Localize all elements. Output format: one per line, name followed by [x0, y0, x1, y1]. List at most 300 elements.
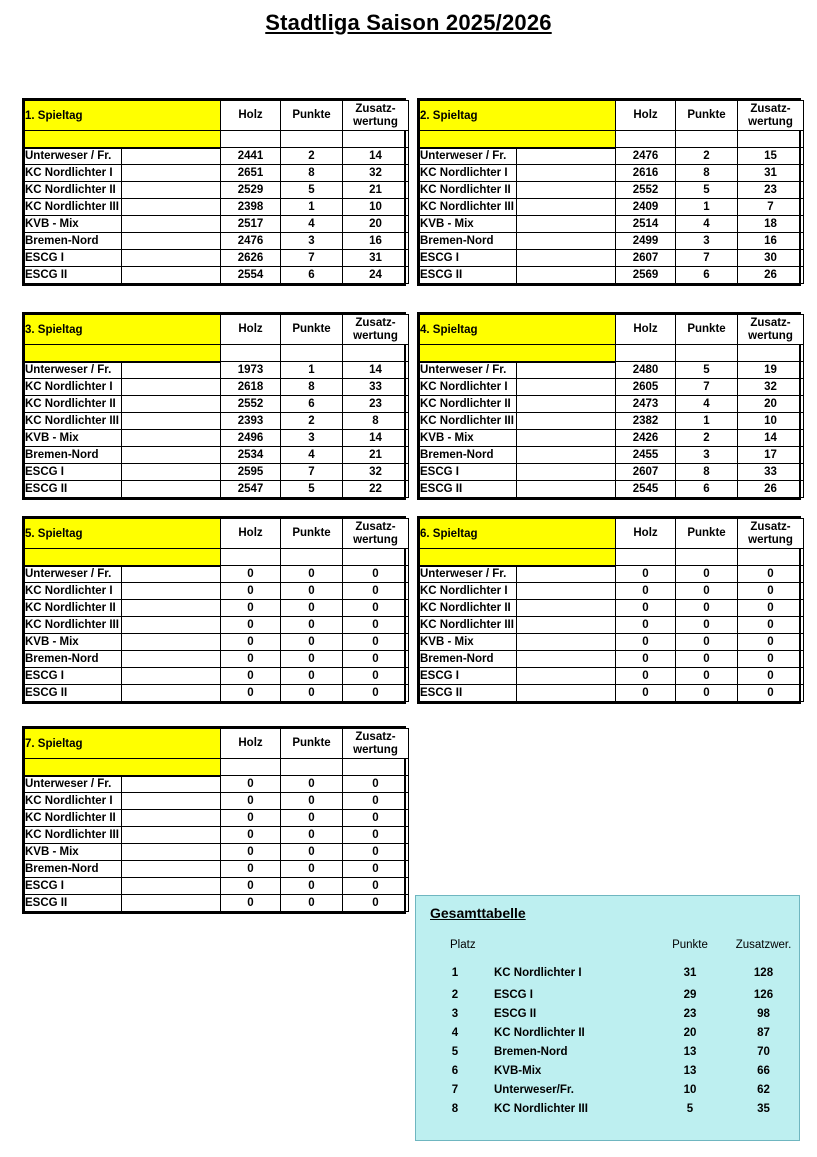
team-name-label: KC Nordlichter III	[25, 201, 119, 213]
punkte-value-cell: 0	[281, 600, 343, 617]
holz-value-cell: 0	[616, 685, 676, 702]
zusatzwertung-value-cell: 0	[738, 634, 804, 651]
holz-value-cell: 0	[221, 827, 281, 844]
summary-row	[416, 1061, 801, 1080]
zusatzwertung-value-cell: 14	[343, 430, 409, 447]
cell-divider	[516, 583, 517, 599]
punkte-value-cell: 4	[676, 396, 738, 413]
matchday-title: 6. Spieltag	[420, 519, 616, 549]
team-name-cell	[25, 793, 221, 810]
summary-zusatzwertung: 70	[757, 1045, 770, 1058]
summary-title: Gesamttabelle	[430, 905, 526, 921]
zusatzwertung-value-cell: 32	[738, 379, 804, 396]
summary-zusatzwertung: 35	[757, 1102, 770, 1115]
zusatzwertung-value-cell: 31	[343, 250, 409, 267]
team-name-cell	[25, 895, 221, 912]
column-header-holz: Holz	[221, 519, 281, 549]
zusatzwertung-value-cell: 0	[343, 583, 409, 600]
summary-team-name: KC Nordlichter I	[494, 966, 582, 979]
summary-row	[416, 1023, 801, 1042]
team-name-label: Bremen-Nord	[25, 449, 99, 461]
spacer-cell	[221, 131, 281, 148]
punkte-value-cell: 0	[281, 651, 343, 668]
table-row	[420, 668, 804, 685]
table-row	[25, 634, 409, 651]
team-name-cell	[25, 651, 221, 668]
team-name-label: KC Nordlichter II	[25, 184, 116, 196]
zusatzwertung-line-2: wertung	[353, 533, 398, 546]
column-header-punkte: Punkte	[676, 101, 738, 131]
holz-value-cell: 2607	[616, 464, 676, 481]
punkte-value-cell: 0	[281, 776, 343, 793]
table-row	[25, 413, 409, 430]
team-name-label: ESCG II	[420, 687, 463, 699]
team-name-cell	[420, 216, 616, 233]
holz-value-cell: 2496	[221, 430, 281, 447]
cell-divider	[121, 793, 122, 809]
summary-team-name: Bremen-Nord	[494, 1045, 568, 1058]
team-name-cell	[420, 379, 616, 396]
team-name-label: KC Nordlichter I	[25, 381, 113, 393]
cell-divider	[516, 379, 517, 395]
table-row	[420, 233, 804, 250]
spacer-cell	[420, 549, 616, 566]
team-name-label: Bremen-Nord	[420, 235, 494, 247]
table-row	[25, 844, 409, 861]
matchday-spacer-row	[25, 345, 409, 362]
holz-value-cell: 2534	[221, 447, 281, 464]
matchday-title: 7. Spieltag	[25, 729, 221, 759]
matchday-title: 3. Spieltag	[25, 315, 221, 345]
team-name-label: Bremen-Nord	[420, 449, 494, 461]
summary-punkte: 29	[683, 988, 697, 1001]
column-header-zusatzwertung	[738, 519, 804, 549]
table-row	[25, 464, 409, 481]
holz-value-cell: 2607	[616, 250, 676, 267]
zusatzwertung-value-cell: 0	[738, 583, 804, 600]
team-name-cell	[420, 481, 616, 498]
column-header-holz: Holz	[221, 729, 281, 759]
table-row	[420, 379, 804, 396]
summary-platz: 7	[451, 1083, 459, 1096]
team-name-cell	[420, 250, 616, 267]
cell-divider	[516, 651, 517, 667]
spacer-cell	[281, 549, 343, 566]
holz-value-cell: 0	[616, 617, 676, 634]
team-name-cell	[25, 878, 221, 895]
zusatzwertung-value-cell: 0	[738, 685, 804, 702]
matchday-results-table	[419, 100, 804, 284]
punkte-value-cell: 7	[676, 379, 738, 396]
team-name-label: Bremen-Nord	[420, 653, 494, 665]
punkte-value-cell: 1	[281, 199, 343, 216]
holz-value-cell: 2393	[221, 413, 281, 430]
zusatzwertung-value-cell: 0	[343, 878, 409, 895]
punkte-value-cell: 3	[281, 430, 343, 447]
team-name-cell	[25, 430, 221, 447]
punkte-value-cell: 0	[281, 634, 343, 651]
team-name-label: KC Nordlichter I	[25, 167, 113, 179]
team-name-cell	[420, 413, 616, 430]
zusatzwertung-value-cell: 18	[738, 216, 804, 233]
zusatzwertung-value-cell: 0	[343, 634, 409, 651]
zusatzwertung-value-cell: 14	[343, 362, 409, 379]
punkte-value-cell: 0	[281, 861, 343, 878]
matchday-results-table	[419, 314, 804, 498]
team-name-label: Unterweser / Fr.	[420, 364, 507, 377]
team-name-label: Unterweser / Fr.	[25, 568, 112, 581]
column-header-holz: Holz	[616, 315, 676, 345]
matchday-header-row	[420, 519, 804, 549]
team-name-cell	[420, 233, 616, 250]
zusatzwertung-value-cell: 10	[343, 199, 409, 216]
table-row	[25, 182, 409, 199]
table-row	[420, 267, 804, 284]
team-name-label: ESCG I	[420, 466, 459, 478]
cell-divider	[121, 396, 122, 412]
team-name-cell	[420, 199, 616, 216]
holz-value-cell: 2455	[616, 447, 676, 464]
summary-zusatzwertung: 66	[757, 1064, 770, 1077]
holz-value-cell: 2605	[616, 379, 676, 396]
holz-value-cell: 2616	[616, 165, 676, 182]
cell-divider	[121, 567, 122, 583]
team-name-cell	[25, 844, 221, 861]
table-row	[25, 362, 409, 379]
team-name-label: ESCG II	[25, 483, 68, 495]
punkte-value-cell: 7	[281, 250, 343, 267]
cell-divider	[121, 481, 122, 497]
summary-row	[416, 1004, 801, 1023]
column-header-punkte: Punkte	[281, 729, 343, 759]
holz-value-cell: 2651	[221, 165, 281, 182]
column-header-zusatzwertung	[343, 101, 409, 131]
spacer-cell	[281, 131, 343, 148]
table-row	[420, 651, 804, 668]
punkte-value-cell: 0	[676, 617, 738, 634]
team-name-label: ESCG II	[25, 269, 68, 281]
summary-punkte: 23	[683, 1007, 697, 1020]
holz-value-cell: 0	[616, 651, 676, 668]
team-name-label: KC Nordlichter II	[420, 184, 511, 196]
team-name-cell	[420, 600, 616, 617]
team-name-cell	[420, 685, 616, 702]
team-name-cell	[25, 566, 221, 583]
zusatzwertung-value-cell: 0	[738, 651, 804, 668]
punkte-value-cell: 6	[676, 267, 738, 284]
spacer-cell	[25, 549, 221, 566]
cell-divider	[516, 250, 517, 266]
table-row	[25, 267, 409, 284]
team-name-cell	[25, 810, 221, 827]
team-name-label: ESCG I	[25, 670, 64, 682]
zusatzwertung-value-cell: 23	[343, 396, 409, 413]
team-name-cell	[25, 464, 221, 481]
holz-value-cell: 2618	[221, 379, 281, 396]
zusatzwertung-value-cell: 0	[343, 776, 409, 793]
zusatzwertung-line-2: wertung	[353, 743, 398, 756]
cell-divider	[516, 199, 517, 215]
team-name-label: ESCG II	[420, 483, 463, 495]
column-header-punkte: Punkte	[676, 519, 738, 549]
spacer-cell	[420, 131, 616, 148]
spacer-cell	[343, 549, 409, 566]
spacer-cell	[221, 549, 281, 566]
matchday-table-4	[417, 312, 801, 500]
summary-row	[416, 1042, 801, 1061]
cell-divider	[121, 777, 122, 793]
punkte-value-cell: 8	[281, 379, 343, 396]
punkte-value-cell: 3	[676, 447, 738, 464]
table-row	[420, 583, 804, 600]
cell-divider	[516, 396, 517, 412]
spacer-cell	[221, 759, 281, 776]
table-row	[420, 396, 804, 413]
column-header-punkte: Punkte	[281, 315, 343, 345]
summary-header-name	[494, 935, 654, 954]
cell-divider	[121, 600, 122, 616]
zusatzwertung-value-cell: 0	[738, 566, 804, 583]
table-row	[420, 600, 804, 617]
team-name-cell	[420, 182, 616, 199]
zusatzwertung-value-cell: 14	[343, 148, 409, 165]
spacer-cell	[676, 131, 738, 148]
holz-value-cell: 2517	[221, 216, 281, 233]
table-row	[420, 617, 804, 634]
matchday-table-3	[22, 312, 406, 500]
table-row	[420, 216, 804, 233]
zusatzwertung-line-1: Zusatz-	[355, 731, 396, 744]
team-name-cell	[420, 583, 616, 600]
spacer-cell	[738, 131, 804, 148]
team-name-label: KVB - Mix	[25, 846, 79, 858]
cell-divider	[516, 413, 517, 429]
punkte-value-cell: 3	[676, 233, 738, 250]
holz-value-cell: 2626	[221, 250, 281, 267]
summary-row	[416, 985, 801, 1004]
table-row	[420, 447, 804, 464]
team-name-label: ESCG II	[25, 687, 68, 699]
table-row	[420, 362, 804, 379]
summary-zusatzwertung: 98	[757, 1007, 770, 1020]
summary-platz: 4	[451, 1026, 459, 1039]
holz-value-cell: 0	[221, 651, 281, 668]
punkte-value-cell: 0	[676, 600, 738, 617]
team-name-label: KC Nordlichter I	[25, 585, 113, 597]
zusatzwertung-value-cell: 0	[343, 810, 409, 827]
team-name-label: KC Nordlichter III	[25, 619, 119, 631]
team-name-label: KC Nordlichter II	[25, 398, 116, 410]
punkte-value-cell: 8	[676, 165, 738, 182]
holz-value-cell: 0	[221, 566, 281, 583]
summary-punkte: 5	[686, 1102, 694, 1115]
team-name-label: KC Nordlichter II	[25, 602, 116, 614]
zusatzwertung-value-cell: 0	[343, 793, 409, 810]
team-name-cell	[420, 617, 616, 634]
holz-value-cell: 0	[221, 668, 281, 685]
cell-divider	[121, 617, 122, 633]
summary-platz: 8	[451, 1102, 459, 1115]
table-row	[25, 250, 409, 267]
spacer-cell	[676, 549, 738, 566]
zusatzwertung-value-cell: 16	[738, 233, 804, 250]
cell-divider	[121, 634, 122, 650]
cell-divider	[121, 379, 122, 395]
matchday-results-table	[24, 518, 409, 702]
zusatzwertung-value-cell: 24	[343, 267, 409, 284]
punkte-value-cell: 6	[281, 396, 343, 413]
team-name-cell	[25, 362, 221, 379]
cell-divider	[516, 464, 517, 480]
team-name-cell	[25, 827, 221, 844]
zusatzwertung-line-2: wertung	[353, 329, 398, 342]
page-title: Stadtliga Saison 2025/2026	[265, 10, 552, 35]
punkte-value-cell: 8	[281, 165, 343, 182]
zusatzwertung-value-cell: 32	[343, 464, 409, 481]
team-name-label: KC Nordlichter III	[25, 415, 119, 427]
holz-value-cell: 2554	[221, 267, 281, 284]
cell-divider	[121, 447, 122, 463]
team-name-label: KC Nordlichter I	[420, 167, 508, 179]
punkte-value-cell: 8	[676, 464, 738, 481]
holz-value-cell: 0	[616, 600, 676, 617]
punkte-value-cell: 0	[676, 634, 738, 651]
zusatzwertung-value-cell: 21	[343, 182, 409, 199]
matchday-table-7	[22, 726, 406, 914]
punkte-value-cell: 0	[281, 895, 343, 912]
summary-platz: 2	[451, 988, 459, 1001]
team-name-label: ESCG II	[25, 897, 68, 909]
spacer-cell	[676, 345, 738, 362]
zusatzwertung-line-1: Zusatz-	[355, 521, 396, 534]
team-name-cell	[25, 182, 221, 199]
zusatzwertung-value-cell: 26	[738, 267, 804, 284]
zusatzwertung-value-cell: 19	[738, 362, 804, 379]
zusatzwertung-value-cell: 20	[343, 216, 409, 233]
team-name-label: KVB - Mix	[25, 636, 79, 648]
table-row	[25, 447, 409, 464]
table-row	[420, 464, 804, 481]
team-name-cell	[25, 481, 221, 498]
column-header-holz: Holz	[616, 519, 676, 549]
table-row	[25, 148, 409, 165]
matchday-header-row	[25, 729, 409, 759]
zusatzwertung-value-cell: 0	[343, 566, 409, 583]
column-header-zusatzwertung	[343, 519, 409, 549]
team-name-label: KVB - Mix	[420, 636, 474, 648]
holz-value-cell: 0	[221, 793, 281, 810]
holz-value-cell: 2473	[616, 396, 676, 413]
zusatzwertung-line-1: Zusatz-	[750, 103, 791, 116]
table-row	[420, 182, 804, 199]
table-row	[420, 199, 804, 216]
summary-platz: 6	[451, 1064, 459, 1077]
summary-platz: 1	[451, 966, 459, 979]
summary-table-panel	[415, 895, 800, 1141]
column-header-zusatzwertung	[738, 101, 804, 131]
summary-zusatzwertung: 62	[757, 1083, 770, 1096]
summary-row	[416, 1080, 801, 1099]
spacer-cell	[221, 345, 281, 362]
zusatzwertung-value-cell: 30	[738, 250, 804, 267]
matchday-spacer-row	[25, 759, 409, 776]
spacer-cell	[25, 759, 221, 776]
holz-value-cell: 2547	[221, 481, 281, 498]
team-name-label: Bremen-Nord	[25, 653, 99, 665]
team-name-label: KC Nordlichter I	[25, 795, 113, 807]
summary-platz: 3	[451, 1007, 459, 1020]
spacer-cell	[343, 345, 409, 362]
matchday-results-table	[24, 314, 409, 498]
matchday-table-6	[417, 516, 801, 704]
cell-divider	[121, 844, 122, 860]
cell-divider	[121, 363, 122, 379]
team-name-cell	[420, 447, 616, 464]
punkte-value-cell: 5	[676, 362, 738, 379]
summary-header-row	[416, 935, 801, 954]
cell-divider	[121, 685, 122, 701]
cell-divider	[121, 895, 122, 911]
zusatzwertung-line-2: wertung	[748, 329, 793, 342]
zusatzwertung-value-cell: 10	[738, 413, 804, 430]
matchday-table-5	[22, 516, 406, 704]
holz-value-cell: 2552	[221, 396, 281, 413]
zusatzwertung-line-2: wertung	[748, 115, 793, 128]
table-row	[25, 668, 409, 685]
team-name-label: KVB - Mix	[25, 218, 79, 230]
team-name-label: Bremen-Nord	[25, 863, 99, 875]
column-header-zusatzwertung	[343, 315, 409, 345]
column-header-holz: Holz	[221, 315, 281, 345]
spacer-cell	[420, 345, 616, 362]
punkte-value-cell: 0	[676, 651, 738, 668]
zusatzwertung-value-cell: 17	[738, 447, 804, 464]
column-header-holz: Holz	[616, 101, 676, 131]
cell-divider	[516, 267, 517, 283]
zusatzwertung-value-cell: 0	[343, 895, 409, 912]
holz-value-cell: 0	[221, 878, 281, 895]
spacer-cell	[343, 131, 409, 148]
cell-divider	[516, 233, 517, 249]
cell-divider	[121, 464, 122, 480]
matchday-spacer-row	[25, 131, 409, 148]
zusatzwertung-value-cell: 33	[738, 464, 804, 481]
team-name-cell	[25, 668, 221, 685]
team-name-label: Unterweser / Fr.	[25, 150, 112, 163]
zusatzwertung-value-cell: 0	[343, 844, 409, 861]
cell-divider	[121, 233, 122, 249]
matchday-header-row	[420, 315, 804, 345]
table-row	[25, 685, 409, 702]
team-name-label: ESCG I	[420, 252, 459, 264]
team-name-cell	[25, 379, 221, 396]
zusatzwertung-value-cell: 8	[343, 413, 409, 430]
team-name-label: Unterweser / Fr.	[420, 150, 507, 163]
team-name-cell	[420, 464, 616, 481]
cell-divider	[516, 447, 517, 463]
zusatzwertung-value-cell: 22	[343, 481, 409, 498]
punkte-value-cell: 5	[676, 182, 738, 199]
holz-value-cell: 2545	[616, 481, 676, 498]
team-name-cell	[25, 148, 221, 165]
matchday-table-1	[22, 98, 406, 286]
spacer-cell	[616, 345, 676, 362]
table-row	[25, 379, 409, 396]
cell-divider	[121, 878, 122, 894]
team-name-cell	[420, 651, 616, 668]
holz-value-cell: 2398	[221, 199, 281, 216]
cell-divider	[516, 182, 517, 198]
